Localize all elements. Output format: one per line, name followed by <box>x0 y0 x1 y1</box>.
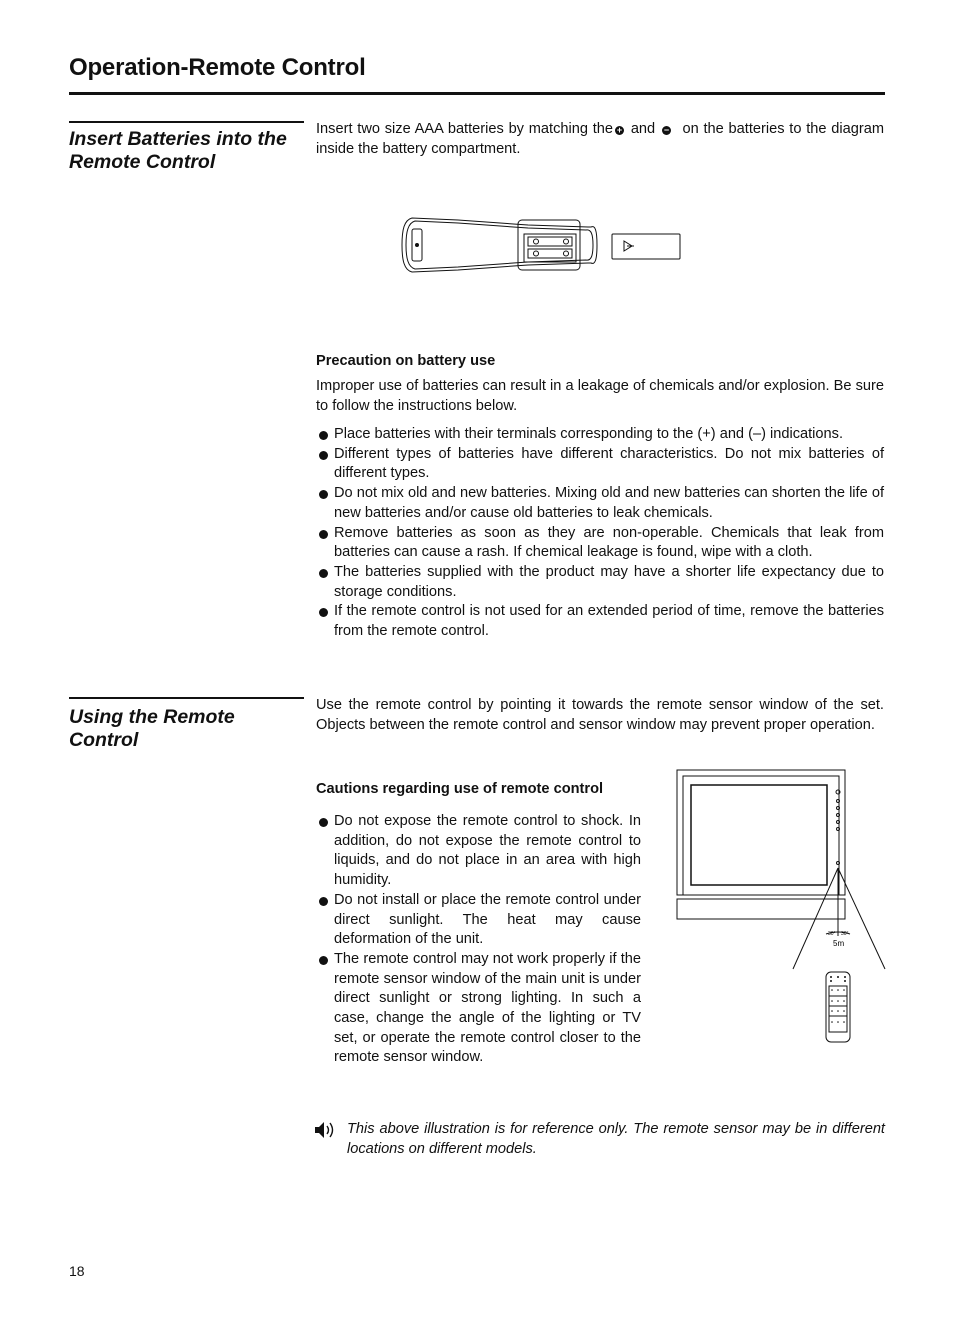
list-item: Different types of batteries have different characteristics. Do not mix batteries of different types. <box>316 445 884 484</box>
list-item: Place batteries with their terminals corresponding to the (+) and (–) indications. <box>316 425 884 445</box>
reference-note: This above illustration is for reference only. The remote sensor may be in different locations on different models. <box>347 1121 885 1157</box>
list-item: If the remote control is not used for an extended period of time, remove the batteries from the remote control. <box>316 602 884 641</box>
section-heading-using: Using the Remote Control <box>69 706 235 751</box>
section-heading-batteries: Insert Batteries into the Remote Control <box>69 128 287 173</box>
angle-right-label: 30° <box>841 931 849 937</box>
angle-left-label: 30° <box>828 931 836 937</box>
tv-remote-range-illustration <box>670 764 895 1050</box>
list-item: The remote control may not work properly if the remote sensor window of the main unit is under direct sunlight or strong lighting. In such a case, change the angle of the lighting or TV set, or operate the remote control closer to the remote sensor window. <box>316 950 641 1068</box>
cautions-heading: Cautions regarding use of remote control <box>316 781 604 797</box>
section-divider-using <box>69 697 304 699</box>
title-divider <box>69 92 885 95</box>
list-item: Do not install or place the remote control under direct sunlight. The heat may cause deformation of the unit. <box>316 891 641 950</box>
plus-icon: + <box>616 125 623 135</box>
battery-intro-after: on the batteries to the diagram inside the battery compartment. <box>316 121 885 157</box>
list-item: Do not mix old and new batteries. Mixing old and new batteries can shorten the life of new batteries and/or cause old batteries to leak chemicals. <box>316 484 884 523</box>
battery-intro-and: and <box>630 121 656 137</box>
battery-precaution-list <box>316 425 884 642</box>
using-intro-paragraph: Use the remote control by pointing it towards the remote sensor window of the set. Objects between the remote control and sensor window may prevent proper operation. <box>316 697 884 733</box>
precaution-heading: Precaution on battery use <box>316 353 496 369</box>
section-divider-batteries <box>69 121 304 123</box>
minus-icon: − <box>663 125 670 135</box>
page-number: 18 <box>69 1263 85 1279</box>
remote-caution-list <box>316 812 641 1068</box>
battery-intro-paragraph <box>316 120 884 159</box>
remote-battery-compartment-illustration <box>398 212 688 278</box>
list-item: Remove batteries as soon as they are non-operable. Chemicals that leak from batteries can cause a rash. If chemical leakage is found, wipe with a cloth. <box>316 524 884 563</box>
battery-intro-before: Insert two size AAA batteries by matching the <box>316 121 614 137</box>
list-item: The batteries supplied with the product may have a shorter life expectancy due to storage conditions. <box>316 563 884 602</box>
distance-label: 5m <box>833 939 845 948</box>
list-item: Do not expose the remote control to shock. In addition, do not expose the remote control to liquids, and do not place in an area with high humidity. <box>316 812 641 891</box>
precaution-paragraph: Improper use of batteries can result in a leakage of chemicals and/or explosion. Be sure to follow the instructions below. <box>316 378 884 414</box>
page-title: Operation-Remote Control <box>69 54 366 81</box>
speaker-icon <box>314 1120 338 1140</box>
